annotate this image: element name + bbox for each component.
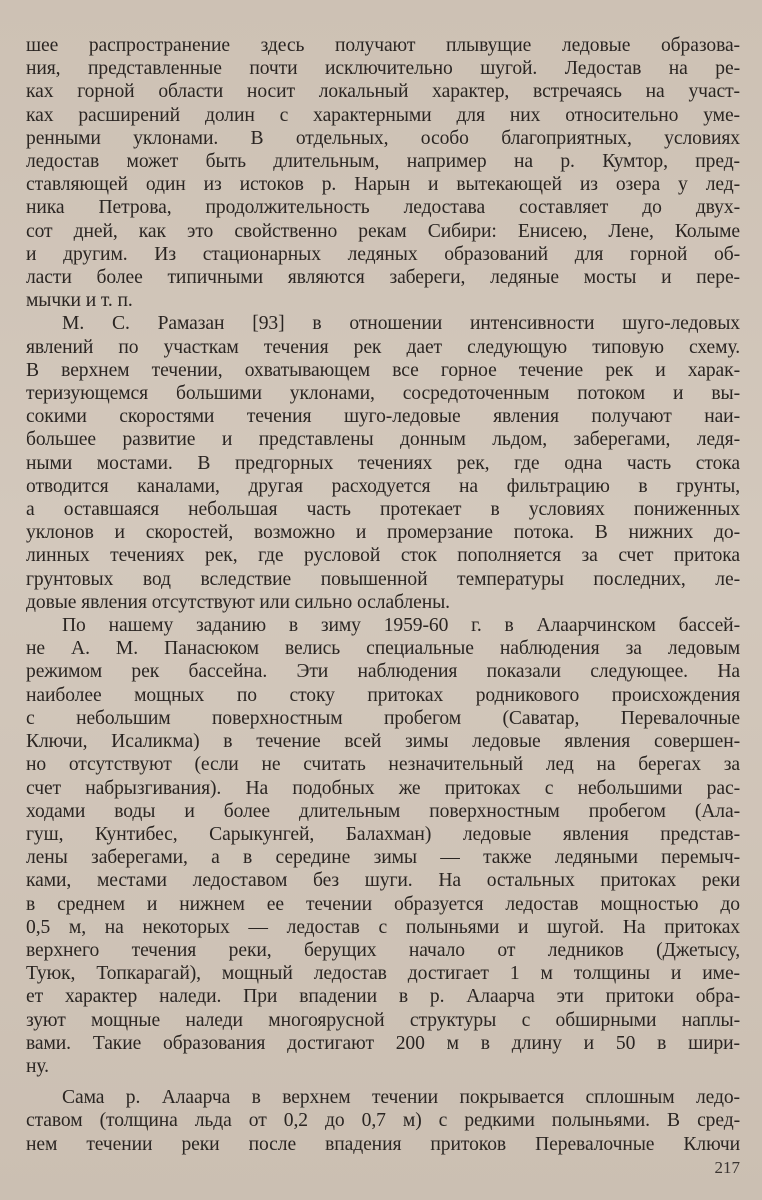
text-line: в среднем и нижнем ее течении образуется ледостав мощностью до [26,893,740,915]
text-line: ника Петрова, продолжительность ледостава составляет до двух- [26,197,740,219]
text-line: и другим. Из стационарных ледяных образований для горной об- [26,243,740,265]
text-line: ставляющей один из истоков р. Нарын и вытекающей из озера у лед- [26,174,740,196]
text-line: но отсутствуют (если не считать незначительный лед на берегах за [26,754,740,776]
text-line: с небольшим поверхностным пробегом (Саватар, Перевалочные [26,707,740,729]
text-line: вами. Такие образования достигают 200 м в длину и 50 в шири- [26,1032,740,1054]
text-line: лены заберегами, а в середине зимы — также ледяными перемыч- [26,847,740,869]
text-line: линных течениях рек, где русловой сток пополняется за счет притока [26,545,740,567]
paragraph [26,1086,740,1156]
text-line: ет характер наледи. При впадении в р. Алаарча эти притоки обра- [26,986,740,1008]
text-line: довые явления отсутствуют или сильно ослаблены. [26,591,450,613]
paragraph [26,614,740,1078]
text-line: счет набрызгивания). На подобных же притоках с небольшими рас- [26,777,740,799]
text-line: теризующемся большими уклонами, сосредоточенным потоком и вы- [26,383,740,405]
text-line: а оставшаяся небольшая часть протекает в условиях пониженных [26,499,740,521]
text-line: верхнего течения реки, берущих начало от ледников (Джетысу, [26,939,740,961]
text-line: 0,5 м, на некоторых — ледостав с полыньями и шугой. На притоках [26,916,740,938]
text-line: большее развитие и представлены донным льдом, заберегами, ледя- [26,429,740,451]
text-line: наиболее мощных по стоку притоках родникового происхождения [26,684,740,706]
text-line: зуют мощные наледи многоярусной структуры с обширными наплы- [26,1009,740,1031]
text-line: ходами воды и более длительным поверхностным пробегом (Ала- [26,800,740,822]
text-line: ледостав может быть длительным, например на р. Кумтор, пред- [26,151,740,173]
text-line: явлений по участкам течения рек дает следующую типовую схему. [26,336,740,358]
text-line: Сама р. Алаарча в верхнем течении покрывается сплошным ледо- [62,1087,740,1109]
text-line: отводится каналами, другая расходуется на фильтрацию в грунты, [26,475,740,497]
text-line: По нашему заданию в зиму 1959-60 г. в Алаарчинском бассей- [62,615,740,637]
text-line: сокими скоростями течения шуго-ледовые явления получают наи- [26,406,740,428]
text-line: не А. М. Панасюком велись специальные наблюдения за ледовым [26,638,740,660]
text-line: Туюк, Топкарагай), мощный ледостав достигает 1 м толщины и име- [26,963,740,985]
text-line: уклонов и скоростей, возможно и промерзание потока. В нижних до- [26,522,740,544]
text-line: В верхнем течении, охватывающем все горное течение рек и харак- [26,359,740,381]
text-line: сот дней, как это свойственно рекам Сибири: Енисею, Лене, Колыме [26,220,740,242]
text-line: ках горной области носит локальный характер, встречаясь на участ- [26,81,740,103]
text-line: грунтовых вод вследствие повышенной температуры последних, ле- [26,568,740,590]
text-line: гуш, Кунтибес, Сарыкунгей, Балахман) ледовые явления представ- [26,823,740,845]
paragraph [26,312,740,614]
body-text [26,34,740,1156]
text-line: режимом рек бассейна. Эти наблюдения показали следующее. На [26,661,740,683]
text-line: ну. [26,1055,49,1077]
text-line: ласти более типичными являются забереги, ледяные мосты и пере- [26,267,740,289]
text-line: мычки и т. п. [26,290,133,312]
page-number: 217 [714,1158,740,1177]
paragraph [26,34,740,312]
text-line: ками, местами ледоставом без шуги. На остальных притоках реки [26,870,740,892]
text-line: Ключи, Исаликма) в течение всей зимы ледовые явления совершен- [26,731,740,753]
text-line: шее распространение здесь получают плывущие ледовые образова- [26,35,740,56]
text-line: ставом (толщина льда от 0,2 до 0,7 м) с редкими полыньями. В сред- [26,1110,740,1132]
text-line: М. С. Рамазан [93] в отношении интенсивности шуго-ледовых [62,313,740,335]
text-line: нем течении реки после впадения притоков Перевалочные Ключи [26,1133,740,1155]
text-line: ния, представленные почти исключительно шугой. Ледостав на ре- [26,58,740,80]
text-line: ными мостами. В предгорных течениях рек, где одна часть стока [26,452,740,474]
text-line: ках расширений долин с характерными для них относительно уме- [26,104,740,126]
text-line: ренными уклонами. В отдельных, особо благоприятных, условиях [26,127,740,149]
